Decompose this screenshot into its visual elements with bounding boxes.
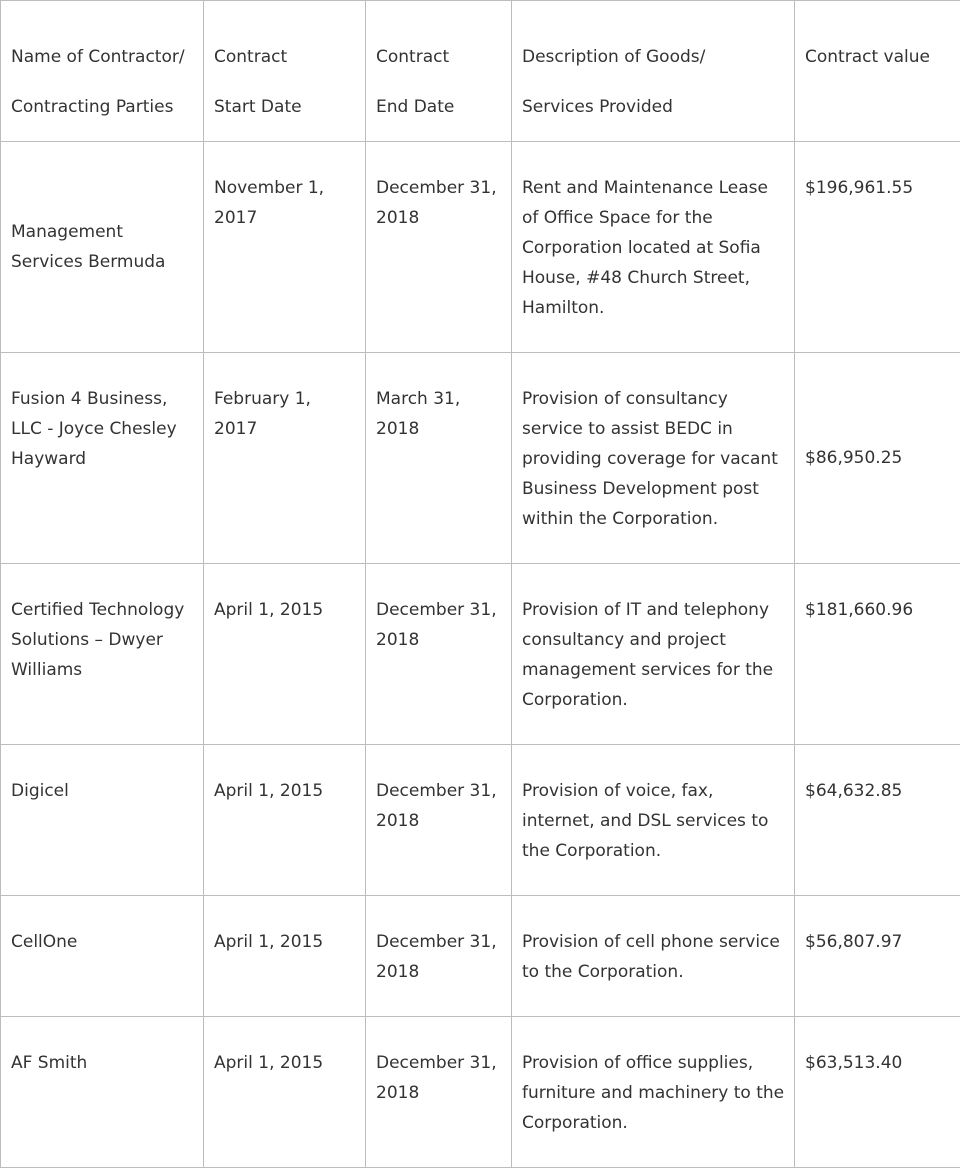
header-end-line-2: End Date [376,97,455,117]
header-start-line-2: Start Date [214,97,302,117]
header-start-line-1: Contract [214,47,288,67]
header-end [366,1,512,142]
cell-description: Provision of voice, fax, internet, and DSL services to the Corporation. [512,745,795,896]
cell-start: April 1, 2015 [204,896,366,1017]
header-description-line-1: Description of Goods/ [522,47,706,67]
table-row [1,745,960,896]
cell-value: $64,632.85 [795,745,960,896]
cell-start: November 1, 2017 [204,142,366,353]
cell-start: April 1, 2015 [204,1017,366,1168]
header-value [795,1,960,142]
cell-start: April 1, 2015 [204,564,366,745]
cell-contractor: Certified Technology Solutions – Dwyer Williams [1,564,204,745]
cell-end: December 31, 2018 [366,896,512,1017]
cell-description: Provision of cell phone service to the Corporation. [512,896,795,1017]
cell-value: $181,660.96 [795,564,960,745]
header-start [204,1,366,142]
cell-value: $196,961.55 [795,142,960,353]
table-row [1,564,960,745]
cell-description: Rent and Maintenance Lease of Office Space for the Corporation located at Sofia House, #48 Church Street, Hamilton. [512,142,795,353]
cell-value: $63,513.40 [795,1017,960,1168]
table-row [1,353,960,564]
cell-description: Provision of IT and telephony consultancy and project management services for the Corporation. [512,564,795,745]
header-contractor [1,1,204,142]
table-header-row [1,1,960,142]
cell-contractor: Management Services Bermuda [1,142,204,353]
header-description-line-2: Services Provided [522,97,673,117]
cell-contractor: AF Smith [1,1017,204,1168]
cell-end: December 31, 2018 [366,745,512,896]
cell-description: Provision of consultancy service to assist BEDC in providing coverage for vacant Business Development post within the Corporation. [512,353,795,564]
header-contractor-line-2: Contracting Parties [11,97,174,117]
header-value-line-1: Contract value [805,47,930,67]
cell-value: $56,807.97 [795,896,960,1017]
cell-contractor: CellOne [1,896,204,1017]
cell-start: February 1, 2017 [204,353,366,564]
header-end-line-1: Contract [376,47,450,67]
table-row [1,1017,960,1168]
table-row [1,142,960,353]
cell-start: April 1, 2015 [204,745,366,896]
cell-value: $86,950.25 [795,353,960,564]
cell-contractor: Digicel [1,745,204,896]
table-row [1,896,960,1017]
cell-end: December 31, 2018 [366,142,512,353]
header-contractor-line-1: Name of Contractor/ [11,47,185,67]
header-description [512,1,795,142]
cell-end: March 31, 2018 [366,353,512,564]
cell-end: December 31, 2018 [366,1017,512,1168]
cell-contractor: Fusion 4 Business, LLC - Joyce Chesley Hayward [1,353,204,564]
cell-end: December 31, 2018 [366,564,512,745]
cell-description: Provision of office supplies, furniture and machinery to the Corporation. [512,1017,795,1168]
